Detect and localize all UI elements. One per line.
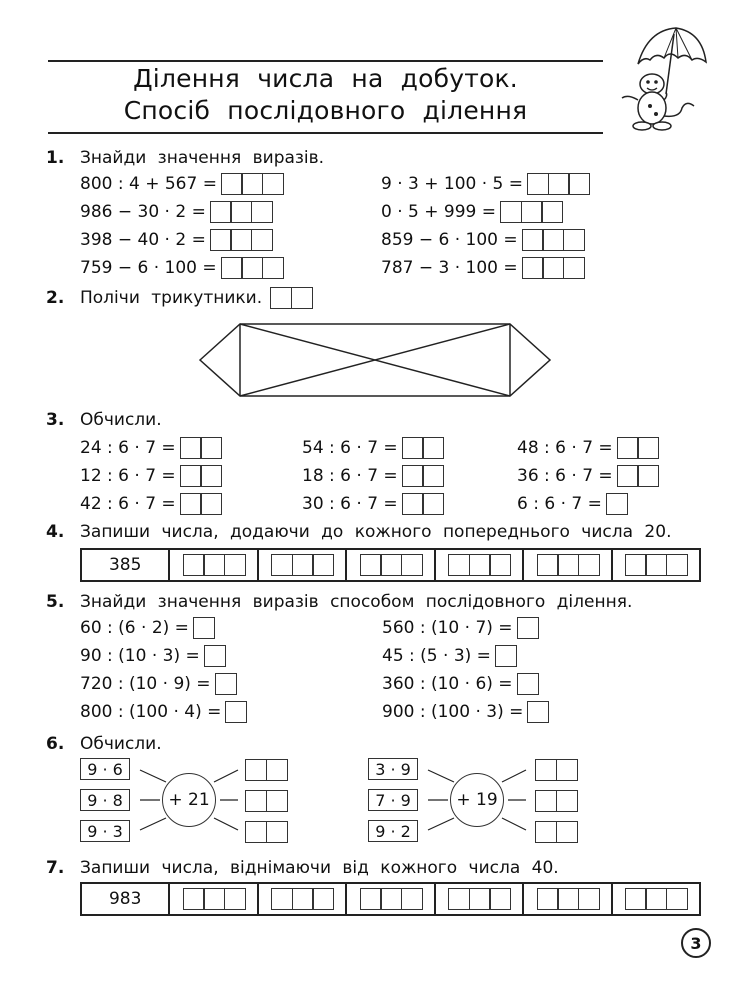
answer-box-2[interactable]: [180, 437, 221, 459]
start-value: 983: [108, 889, 142, 909]
answer-box-2[interactable]: [535, 821, 576, 843]
expression: 42 : 6 · 7 =: [80, 494, 176, 514]
answer-box-1[interactable]: [527, 701, 549, 723]
answer-box-2[interactable]: [402, 465, 443, 487]
task1-left-row: [80, 228, 271, 252]
task5-row: [382, 700, 549, 724]
strip-cell[interactable]: [436, 884, 524, 914]
task1-left-row: [80, 172, 282, 196]
answer-box-1[interactable]: [193, 617, 215, 639]
answer-box-3[interactable]: [522, 229, 584, 251]
strip-cell[interactable]: [613, 884, 699, 914]
task5-row: [382, 672, 539, 696]
triangles-figure-icon: [196, 320, 554, 400]
task5-text: Знайди значення виразів способом послідовного ділення.: [80, 592, 633, 612]
mascot-with-umbrella-icon: [608, 22, 708, 140]
strip-cell[interactable]: [170, 550, 258, 580]
expression: 398 − 40 · 2 =: [80, 230, 206, 250]
answer-box-1[interactable]: [225, 701, 247, 723]
expression: 18 : 6 · 7 =: [302, 466, 398, 486]
answer-box-2[interactable]: [245, 821, 286, 843]
expression: 720 : (10 · 9) =: [80, 674, 211, 694]
strip-cell[interactable]: [170, 884, 258, 914]
answer-box-3[interactable]: [527, 173, 589, 195]
task3-row: [302, 492, 443, 516]
task5-row: [382, 616, 539, 640]
answer-box-3[interactable]: [221, 257, 283, 279]
expression: 800 : 4 + 567 =: [80, 174, 217, 194]
task1-left-row: [80, 256, 282, 280]
answer-box-2[interactable]: [402, 493, 443, 515]
task3-row: [517, 492, 628, 516]
task2-number: 2.: [46, 288, 65, 308]
answer-box-1[interactable]: [606, 493, 628, 515]
task3-row: [517, 436, 658, 460]
answer-box-3[interactable]: [221, 173, 283, 195]
task4-text: Запиши числа, додаючи до кожного попереднього числа 20.: [80, 522, 672, 542]
answer-box-2[interactable]: [535, 790, 576, 812]
expression: 36 : 6 · 7 =: [517, 466, 613, 486]
expression: 986 − 30 · 2 =: [80, 202, 206, 222]
expression: 759 − 6 · 100 =: [80, 258, 217, 278]
strip-cell[interactable]: [524, 550, 612, 580]
expression: 60 : (6 · 2) =: [80, 618, 189, 638]
input-box: 9 · 3: [80, 820, 130, 842]
answer-box-2[interactable]: [180, 493, 221, 515]
expression: 90 : (10 · 3) =: [80, 646, 200, 666]
answer-box-3[interactable]: [500, 201, 562, 223]
expression: 48 : 6 · 7 =: [517, 438, 613, 458]
input-box: 3 · 9: [368, 758, 418, 780]
expression: 45 : (5 · 3) =: [382, 646, 491, 666]
task5-row: [382, 644, 517, 668]
task4-number: 4.: [46, 522, 65, 542]
answer-box-2[interactable]: [245, 759, 286, 781]
expression: 859 − 6 · 100 =: [381, 230, 518, 250]
answer-box-2[interactable]: [617, 465, 658, 487]
input-box: 9 · 8: [80, 789, 130, 811]
expression: 360 : (10 · 6) =: [382, 674, 513, 694]
answer-box-3[interactable]: [210, 201, 272, 223]
task7-text: Запиши числа, віднімаючи від кожного числа 40.: [80, 858, 559, 878]
answer-box-1[interactable]: [204, 645, 226, 667]
expression: 0 · 5 + 999 =: [381, 202, 496, 222]
answer-box-2[interactable]: [617, 437, 658, 459]
strip-cell[interactable]: [524, 884, 612, 914]
answer-box-1[interactable]: [495, 645, 517, 667]
answer-box-3[interactable]: [210, 229, 272, 251]
expression: 560 : (10 · 7) =: [382, 618, 513, 638]
header-bottom-rule: [48, 132, 603, 134]
expression: 12 : 6 · 7 =: [80, 466, 176, 486]
input-box: 9 · 2: [368, 820, 418, 842]
answer-box-1[interactable]: [517, 673, 539, 695]
strip-cell[interactable]: [436, 550, 524, 580]
page-title-line1: Ділення числа на добуток.: [133, 64, 518, 93]
task5-number: 5.: [46, 592, 65, 612]
expression: 6 : 6 · 7 =: [517, 494, 602, 514]
task5-row: [80, 644, 226, 668]
task6-text: Обчисли.: [80, 734, 162, 754]
expression: 30 : 6 · 7 =: [302, 494, 398, 514]
task1-right-row: [381, 172, 589, 196]
input-box: 9 · 6: [80, 758, 130, 780]
operation-circle: + 21: [162, 773, 216, 827]
expression: 54 : 6 · 7 =: [302, 438, 398, 458]
answer-box-2[interactable]: [535, 759, 576, 781]
strip-cell[interactable]: [259, 550, 347, 580]
expression: 24 : 6 · 7 =: [80, 438, 176, 458]
answer-box-3[interactable]: [522, 257, 584, 279]
answer-box-1[interactable]: [215, 673, 237, 695]
task1-right-row: [381, 256, 583, 280]
task2-row: [80, 286, 311, 310]
expression: 900 : (100 · 3) =: [382, 702, 524, 722]
task3-row: [302, 436, 443, 460]
page-number: 3: [681, 928, 711, 958]
strip-cell[interactable]: [347, 884, 435, 914]
task3-row: [80, 492, 221, 516]
answer-box-2[interactable]: [245, 790, 286, 812]
task1-right-row: [381, 228, 583, 252]
task3-text: Обчисли.: [80, 410, 162, 430]
task4-number-strip: [80, 548, 701, 582]
task5-row: [80, 672, 237, 696]
task1-text: Знайди значення виразів.: [80, 148, 325, 168]
task7-number-strip: [80, 882, 701, 916]
task7-number: 7.: [46, 858, 65, 878]
task1-left-row: [80, 200, 271, 224]
task3-row: [517, 464, 658, 488]
task3-row: [80, 464, 221, 488]
answer-box-2[interactable]: [270, 287, 311, 309]
operation-circle: + 19: [450, 773, 504, 827]
task2-text: Полічи трикутники.: [80, 288, 263, 308]
expression: 9 · 3 + 100 · 5 =: [381, 174, 524, 194]
expression: 800 : (100 · 4) =: [80, 702, 222, 722]
header-top-rule: [48, 60, 603, 62]
answer-box-2[interactable]: [180, 465, 221, 487]
task6-number: 6.: [46, 734, 65, 754]
task5-row: [80, 616, 215, 640]
task3-row: [80, 436, 221, 460]
strip-start-cell: [82, 550, 170, 580]
answer-box-1[interactable]: [517, 617, 539, 639]
input-box: 7 · 9: [368, 789, 418, 811]
strip-cell[interactable]: [259, 884, 347, 914]
task1-right-row: [381, 200, 562, 224]
answer-box-2[interactable]: [402, 437, 443, 459]
strip-cell[interactable]: [347, 550, 435, 580]
page-title-line2: Спосіб послідовного ділення: [123, 96, 528, 125]
start-value: 385: [108, 555, 142, 575]
task3-row: [302, 464, 443, 488]
task3-number: 3.: [46, 410, 65, 430]
expression: 787 − 3 · 100 =: [381, 258, 518, 278]
task1-number: 1.: [46, 148, 65, 168]
strip-start-cell: [82, 884, 170, 914]
task5-row: [80, 700, 247, 724]
strip-cell[interactable]: [613, 550, 699, 580]
